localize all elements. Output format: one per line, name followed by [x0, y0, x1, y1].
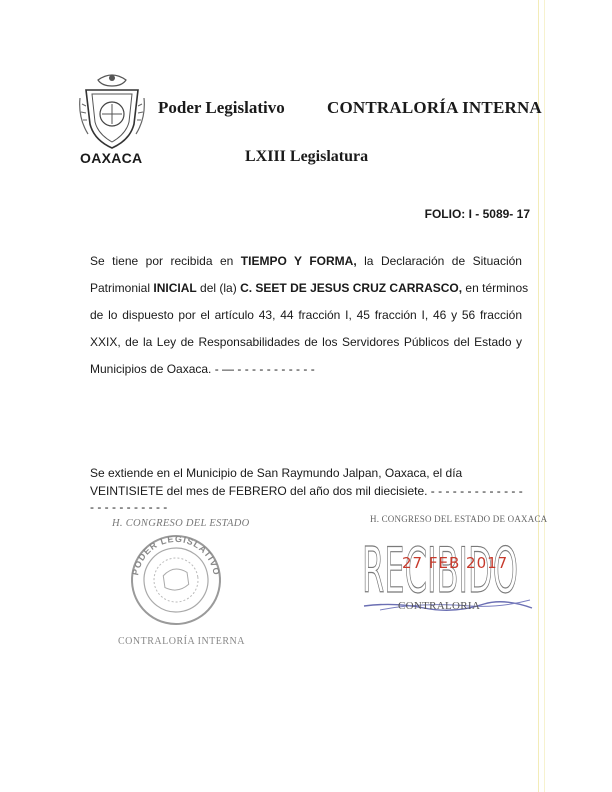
paragraph-line: Se extiende en el Municipio de San Raymundo Jalpan, Oaxaca, el día	[90, 466, 463, 480]
page-edge-line	[544, 0, 545, 792]
stamp-date: 27 FEB 2017	[402, 554, 509, 572]
stamp-right-footer: CONTRALORIA	[398, 600, 481, 612]
text-run: la Declaración de Situación	[356, 254, 522, 268]
org-name: OAXACA	[80, 150, 143, 166]
paragraph-line: - - - - - - - - - - -	[90, 500, 168, 514]
text-run-bold: TIEMPO Y FORMA,	[240, 254, 357, 268]
paragraph-line	[90, 254, 522, 268]
paragraph-line	[90, 281, 529, 295]
congress-seal-stamp	[126, 530, 226, 630]
page-edge-line	[538, 0, 539, 792]
declarant-name: C. SEET DE JESUS CRUZ CARRASCO,	[240, 281, 463, 295]
header-poder-legislativo: Poder Legislativo	[158, 98, 285, 117]
stamp-word-recibido: RECIBIDO	[362, 534, 518, 600]
paragraph-line: de lo dispuesto por el artículo 43, 44 fracción I, 45 fracción I, 46 y 56 fracción	[90, 308, 522, 322]
paragraph-line: XXIX, de la Ley de Responsabilidades de los Servidores Públicos del Estado y	[90, 335, 522, 349]
oaxaca-coat-of-arms-logo	[78, 70, 146, 152]
stamp-left-footer: CONTRALORÍA INTERNA	[118, 636, 245, 647]
text-run: del (la)	[196, 281, 241, 295]
stamp-right-title: H. CONGRESO DEL ESTADO DE OAXACA	[370, 514, 548, 524]
seal-ring-text: PODER LEGISLATIVO	[130, 533, 222, 577]
paragraph-line: Municipios de Oaxaca. - — - - - - - - - - - - -	[90, 362, 315, 376]
folio-number: FOLIO: I - 5089- 17	[424, 207, 530, 221]
stamp-left-title: H. CONGRESO DEL ESTADO	[112, 518, 250, 529]
header-legislatura: LXIII Legislatura	[245, 148, 369, 165]
text-run: Se tiene por recibida en	[90, 254, 241, 268]
text-run: Patrimonial	[90, 281, 154, 295]
text-run-bold: INICIAL	[153, 281, 197, 295]
header-contraloria-interna: CONTRALORÍA INTERNA	[327, 98, 542, 117]
text-run: en términos	[462, 281, 529, 295]
paragraph-line: VEINTISIETE del mes de FEBRERO del año dos mil diecisiete. - - - - - - - - - - - - -	[90, 484, 523, 498]
